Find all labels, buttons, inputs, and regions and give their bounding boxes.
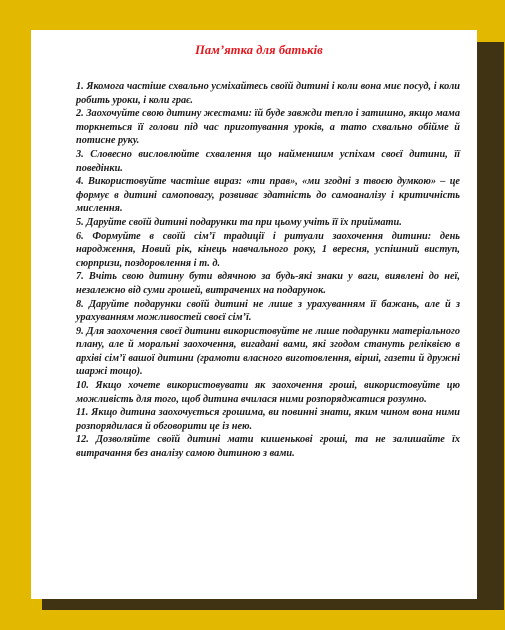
memo-sheet [31, 30, 477, 599]
memo-item: 6. Формуйте в своїй сім’ї традиції і ритуали заохочення дитини: день народження, Новий рік, кінець навчального року, 1 вересня, успішний виступ, сюрпризи, поздоровлення і т. д. [76, 230, 460, 269]
memo-item: 9. Для заохочення своєї дитини використовуйте не лише подарунки матеріального плану, але й моральні заохочення, вигадані вами, які згодом стануть реліквією в архіві сім’ї вашої дитини (грамоти власного виготовлення, вірші, газети й дружні шаржі тощо). [76, 325, 460, 378]
memo-item: 3. Словесно висловлюйте схвалення що найменшим успіхам своєї дитини, її поведінки. [76, 148, 460, 174]
memo-title: Пам’ятка для батьків [195, 43, 323, 57]
memo-item: 11. Якщо дитина заохочується грошима, ви повинні знати, яким чином вона ними розпорядилася й обговорити це із нею. [76, 407, 460, 432]
memo-item: 5. Даруйте своїй дитині подарунки та при цьому учіть її їх приймати. [76, 216, 402, 228]
memo-list [76, 80, 460, 461]
memo-item: 12. Дозволяйте своїй дитині мати кишенькові гроші, та не залишайте їх витрачання без аналізу самою дитиною з вами. [76, 434, 460, 460]
memo-item: 4. Використовуйте частіше вираз: «ти прав», «ми згодні з твоєю думкою» – це формує в дитині самоповагу, розвиває здатність до самоаналізу і критичність мислення. [76, 176, 460, 215]
memo-item: 1. Якомога частіше схвально усміхайтесь своїй дитині і коли вона миє посуд, і коли робить уроки, і коли грає. [76, 81, 460, 106]
memo-item: 8. Даруйте подарунки своїй дитині не лише з урахуванням її бажань, але й з урахуванням можливостей своєї сім’ї. [76, 298, 460, 324]
memo-item: 7. Вчіть свою дитину бути вдячною за будь-які знаки у ваги, виявлені до неї, незалежно від суми грошей, витрачених на подарунок. [76, 271, 460, 296]
memo-item: 10. Якщо хочете використовувати як заохочення гроші, використовуйте цю можливість для того, щоб дитина вчилася ними розпоряджатися розумно. [76, 380, 460, 405]
memo-item: 2. Заохочуйте свою дитину жестами: їй буде завжди тепло і затишно, якщо мама торкнеться її голови під час приготування уроків, а тато схвально обійме й потисне руку. [76, 108, 460, 147]
